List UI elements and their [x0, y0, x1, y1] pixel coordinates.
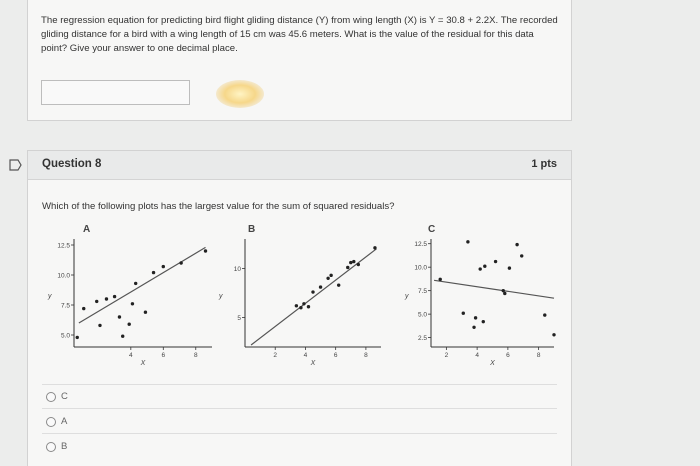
- data-point: [98, 324, 101, 327]
- x-tick-label: 8: [364, 352, 368, 359]
- radio-icon[interactable]: [46, 417, 56, 427]
- data-point: [346, 266, 349, 269]
- data-point: [357, 263, 360, 266]
- regression-line: [434, 280, 554, 298]
- scatter-plots: [28, 219, 571, 389]
- y-tick-label: 2.5: [417, 335, 427, 343]
- radio-icon[interactable]: [46, 442, 56, 452]
- data-point: [295, 304, 298, 307]
- option-a-label: A: [61, 416, 68, 427]
- divider: [42, 433, 557, 434]
- data-point: [128, 323, 131, 326]
- y-axis-label: y: [48, 293, 52, 300]
- data-point: [326, 277, 329, 280]
- data-point: [121, 335, 124, 338]
- y-tick-label: 12.5: [414, 241, 427, 249]
- y-tick-label: 7.5: [417, 288, 427, 296]
- x-tick-label: 6: [333, 352, 338, 359]
- data-point: [462, 311, 465, 314]
- data-point: [337, 283, 340, 286]
- data-point: [543, 313, 546, 316]
- data-point: [474, 316, 477, 319]
- y-tick-label: 10.0: [414, 264, 427, 272]
- data-point: [118, 315, 121, 318]
- data-point: [311, 290, 314, 293]
- option-c[interactable]: [46, 391, 68, 402]
- data-point: [302, 302, 305, 305]
- option-a[interactable]: [46, 416, 67, 427]
- x-tick-label: 6: [506, 352, 510, 359]
- data-point: [204, 249, 207, 252]
- x-tick-label: 2: [273, 352, 278, 359]
- data-point: [113, 295, 116, 298]
- plot-c: [404, 224, 556, 367]
- data-point: [144, 311, 147, 314]
- option-b[interactable]: [46, 441, 67, 452]
- data-point: [179, 261, 182, 264]
- y-tick-label: 5.0: [417, 311, 427, 319]
- y-tick-label: 10.0: [57, 272, 70, 280]
- radio-icon[interactable]: [46, 392, 56, 402]
- x-tick-label: 2: [444, 352, 449, 359]
- data-point: [299, 306, 302, 309]
- data-point: [82, 307, 85, 310]
- y-tick-label: 5: [237, 315, 241, 323]
- data-point: [466, 240, 469, 243]
- x-axis-label: X: [140, 360, 146, 367]
- question-title: Question 8: [42, 158, 102, 170]
- plot-title: A: [83, 224, 91, 235]
- screen-glare: [216, 80, 264, 108]
- data-point: [349, 261, 352, 264]
- data-point: [152, 271, 155, 274]
- data-point: [503, 292, 506, 295]
- data-point: [134, 282, 137, 285]
- question-header: [28, 151, 571, 180]
- y-tick-label: 7.5: [60, 302, 70, 310]
- y-tick-label: 12.5: [57, 242, 70, 250]
- x-tick-label: 4: [303, 352, 308, 359]
- x-axis-label: X: [490, 360, 495, 367]
- plot-title: C: [428, 224, 436, 235]
- data-point: [439, 278, 442, 281]
- data-point: [95, 300, 98, 303]
- y-tick-label: 5.0: [60, 332, 70, 340]
- plot-title: B: [248, 224, 256, 235]
- data-point: [483, 265, 486, 268]
- data-point: [552, 333, 555, 336]
- x-tick-label: 8: [193, 352, 198, 359]
- question-points: 1 pts: [531, 158, 557, 170]
- data-point: [508, 266, 511, 269]
- plot-b: [218, 224, 381, 367]
- data-point: [131, 302, 134, 305]
- data-point: [76, 336, 79, 339]
- divider: [42, 408, 557, 409]
- data-point: [482, 320, 485, 323]
- flag-question-icon[interactable]: [8, 158, 22, 172]
- previous-question-card: [27, 0, 572, 121]
- x-tick-label: 6: [161, 352, 166, 359]
- data-point: [329, 274, 332, 277]
- data-point: [319, 285, 322, 288]
- y-tick-label: 10: [233, 265, 241, 273]
- x-tick-label: 4: [129, 352, 133, 359]
- option-c-label: C: [61, 391, 68, 402]
- regression-line: [79, 247, 206, 323]
- y-axis-label: y: [405, 293, 409, 300]
- x-axis-label: X: [310, 360, 316, 367]
- option-b-label: B: [61, 441, 68, 452]
- data-point: [520, 254, 523, 257]
- data-point: [105, 297, 108, 300]
- divider: [42, 384, 557, 385]
- data-point: [373, 246, 376, 249]
- x-tick-label: 8: [536, 352, 541, 359]
- data-point: [472, 326, 475, 329]
- data-point: [479, 267, 482, 270]
- previous-question-text: The regression equation for predicting bird flight gliding distance (Y) from wing length (X) is Y = 30.8 + 2.2X. The recorded gliding distance for a bird with a wing length of 15 cm was 45.6 meters. What is the value of the residual for this data point? Give your answer to one decimal place.: [41, 15, 558, 54]
- data-point: [515, 243, 518, 246]
- question-8-card: [27, 150, 572, 466]
- data-point: [162, 265, 165, 268]
- answer-input[interactable]: [41, 80, 190, 105]
- data-point: [494, 260, 497, 263]
- data-point: [307, 305, 310, 308]
- data-point: [352, 260, 355, 263]
- x-tick-label: 4: [475, 352, 479, 359]
- plot-a: [47, 224, 212, 367]
- y-axis-label: y: [219, 293, 223, 300]
- question-prompt: Which of the following plots has the largest value for the sum of squared residuals?: [42, 201, 395, 212]
